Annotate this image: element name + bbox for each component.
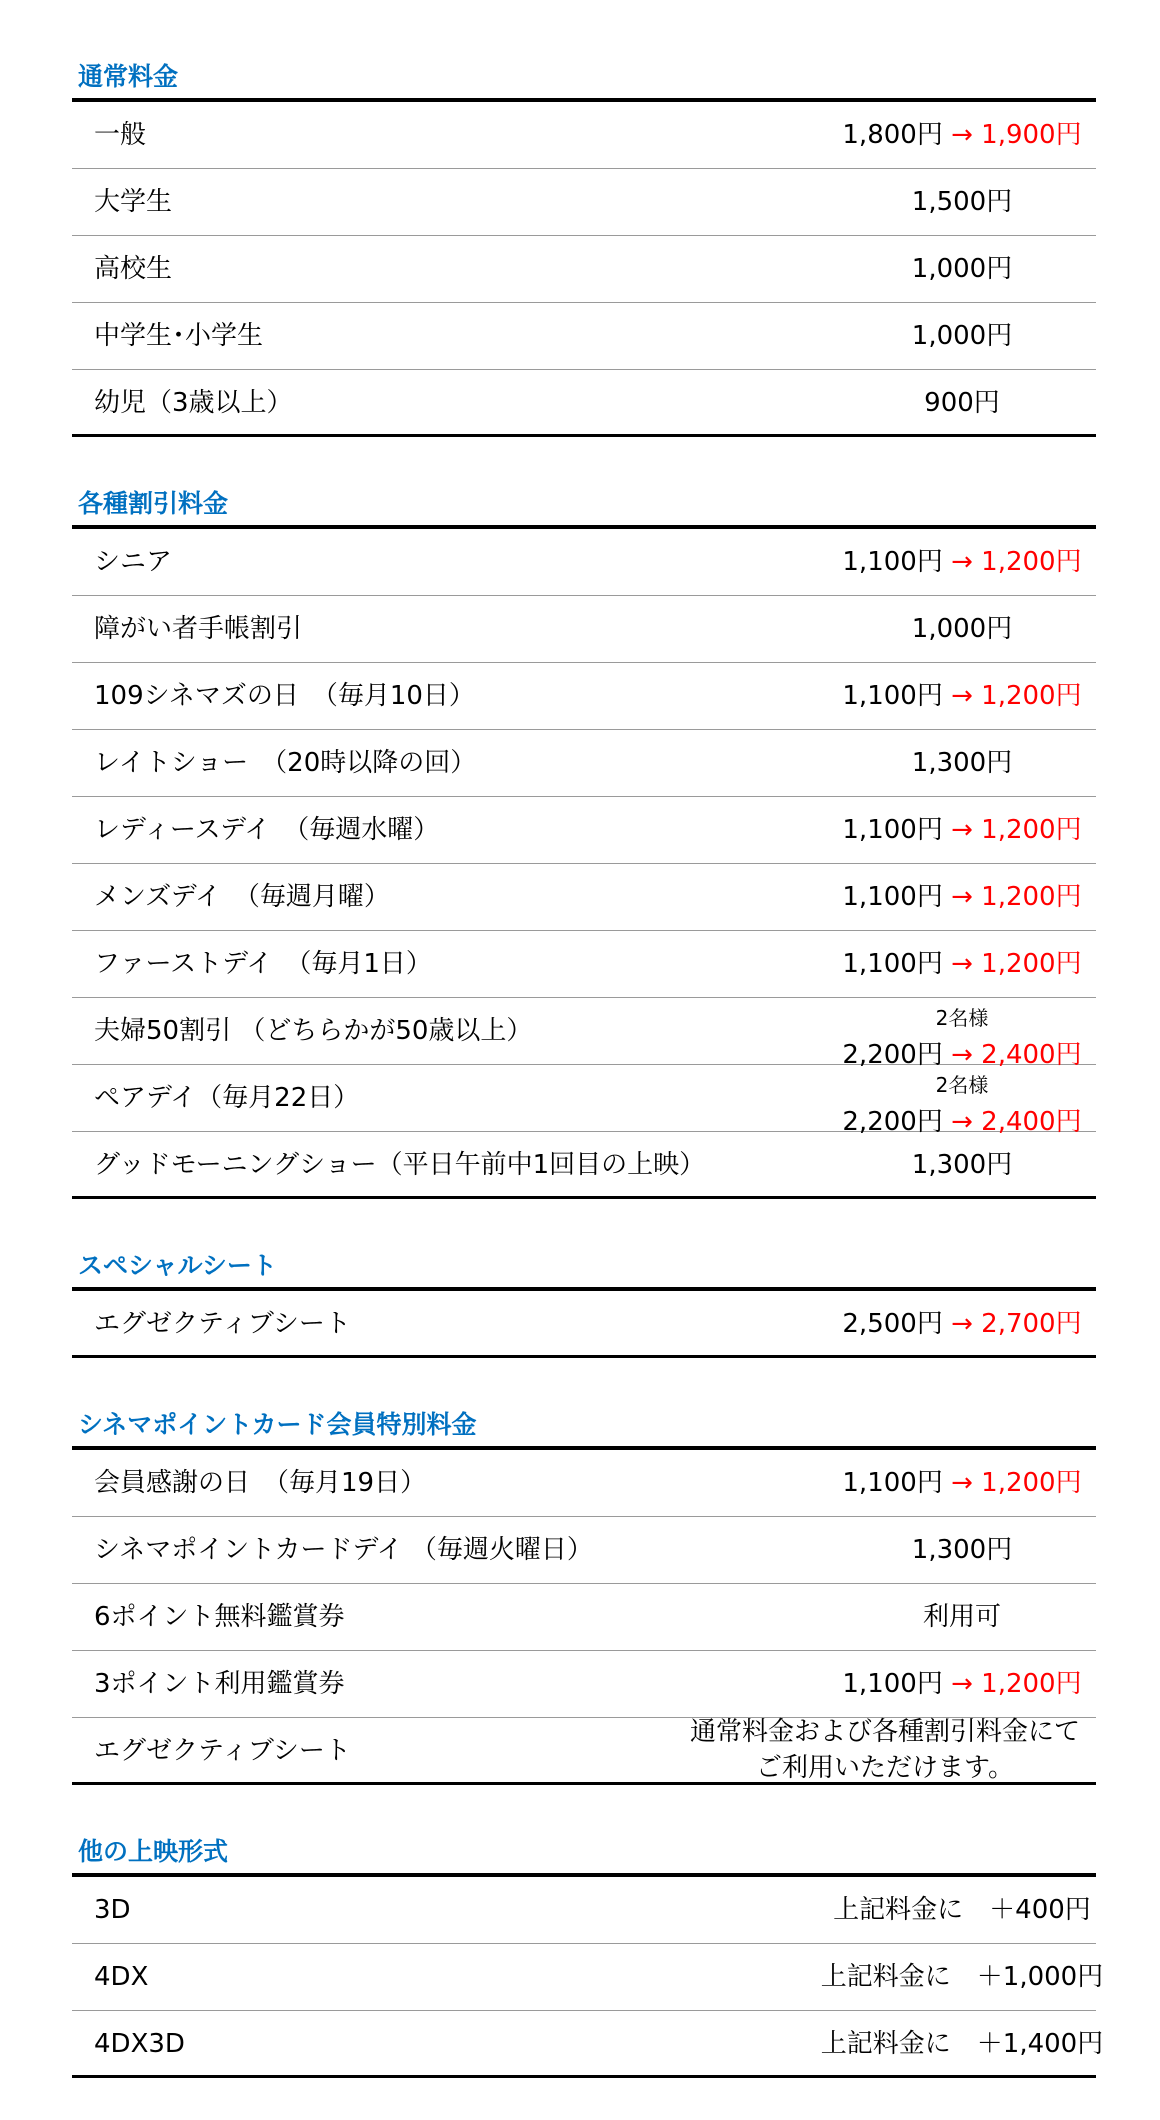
- row-price: 上記料金に ＋400円: [833, 1895, 1091, 1925]
- row-price: [662, 931, 1160, 997]
- row-label: シネマポイントカードデイ （毎週火曜日）: [94, 1535, 593, 1565]
- row-price: 上記料金に ＋1,000円: [820, 1962, 1104, 1992]
- table-row: [72, 102, 1096, 169]
- price-arrow: →: [942, 1669, 982, 1699]
- row-label: レイトショー （20時以降の回）: [94, 748, 477, 778]
- row-price: [662, 1651, 1160, 1717]
- row-note: 通常料金および各種割引料金にてご利用いただけます。: [689, 1717, 1080, 1783]
- price-arrow: →: [942, 949, 982, 979]
- table-row: [72, 1651, 1096, 1718]
- row-price: [662, 1065, 1160, 1137]
- table-row: [72, 303, 1096, 370]
- row-price: 1,000円: [911, 614, 1013, 644]
- table-row: [72, 797, 1096, 864]
- row-price: [662, 529, 1160, 595]
- old-price: 2,200円: [842, 1040, 943, 1070]
- new-price: 2,400円: [981, 1040, 1082, 1070]
- row-label: エグゼクティブシート: [94, 1736, 351, 1766]
- price-arrow: →: [942, 815, 982, 845]
- row-price: 1,300円: [911, 748, 1013, 778]
- price-arrow: →: [942, 547, 982, 577]
- row-price: 1,000円: [911, 254, 1013, 284]
- old-price: 1,100円: [842, 882, 943, 912]
- section-title: 他の上映形式: [72, 1827, 1096, 1877]
- row-label: レディースデイ （毎週水曜）: [94, 815, 440, 845]
- price-arrow: →: [942, 1309, 982, 1339]
- price-arrow: →: [942, 1040, 982, 1070]
- row-label: 大学生: [94, 187, 173, 217]
- row-label: 109シネマズの日 （毎月10日）: [94, 681, 475, 711]
- table-row: [72, 596, 1096, 663]
- new-price: 1,200円: [981, 949, 1082, 979]
- old-price: 1,100円: [842, 681, 943, 711]
- old-price: 1,100円: [842, 547, 943, 577]
- section-title: スペシャルシート: [72, 1241, 1096, 1291]
- table-row: [72, 931, 1096, 998]
- row-price: [662, 663, 1160, 729]
- row-label: 中学生･小学生: [94, 321, 264, 351]
- row-label: 高校生: [94, 254, 173, 284]
- table-row: [72, 529, 1096, 596]
- row-label: 3D: [94, 1895, 131, 1925]
- section-special-seat: [72, 1241, 1096, 1358]
- row-label: 6ポイント無料鑑賞券: [94, 1602, 345, 1632]
- section-regular: [72, 52, 1096, 437]
- row-price: 900円: [924, 388, 1000, 418]
- price-arrow: →: [942, 1107, 982, 1137]
- row-price: 1,300円: [911, 1535, 1013, 1565]
- pair-note: 2名様: [935, 1073, 989, 1097]
- old-price: 1,100円: [842, 1468, 943, 1498]
- table-row: [72, 1450, 1096, 1517]
- new-price: 1,200円: [981, 1468, 1082, 1498]
- table-row: [72, 236, 1096, 303]
- table-row: [72, 663, 1096, 730]
- row-label: 3ポイント利用鑑賞券: [94, 1669, 345, 1699]
- table-row: [72, 1877, 1096, 1944]
- section-other-formats: [72, 1827, 1104, 2078]
- table-row: [72, 1944, 1104, 2011]
- table-row: [72, 864, 1096, 931]
- new-price: 1,900円: [981, 120, 1082, 150]
- row-price: [662, 998, 1160, 1070]
- row-label: 会員感謝の日 （毎月19日）: [94, 1468, 427, 1498]
- section-point-card: [72, 1400, 1096, 1785]
- row-price: 1,000円: [911, 321, 1013, 351]
- row-label: グッドモーニングショー（平日午前中1回目の上映）: [94, 1150, 706, 1180]
- section-title: 通常料金: [72, 52, 1096, 102]
- old-price: 2,500円: [842, 1309, 943, 1339]
- row-label: ファーストデイ （毎月1日）: [94, 949, 432, 979]
- new-price: 1,200円: [981, 882, 1082, 912]
- row-label: 幼児（3歳以上）: [94, 388, 293, 418]
- new-price: 2,400円: [981, 1107, 1082, 1137]
- new-price: 2,700円: [981, 1309, 1082, 1339]
- row-label: メンズデイ （毎週月曜）: [94, 882, 390, 912]
- old-price: 1,100円: [842, 815, 943, 845]
- row-label: 4DX3D: [94, 2029, 185, 2059]
- table-row: [72, 169, 1096, 236]
- new-price: 1,200円: [981, 815, 1082, 845]
- section-title: 各種割引料金: [72, 479, 1096, 529]
- row-label: エグゼクティブシート: [94, 1309, 351, 1339]
- new-price: 1,200円: [981, 681, 1082, 711]
- row-label: 障がい者手帳割引: [94, 614, 303, 644]
- row-price: [662, 1450, 1160, 1516]
- row-label: ペアデイ（毎月22日）: [94, 1083, 360, 1113]
- section-title: シネマポイントカード会員特別料金: [72, 1400, 1096, 1450]
- row-label: 4DX: [94, 1962, 149, 1992]
- row-price: [662, 797, 1160, 863]
- row-label: 夫婦50割引 （どちらかが50歳以上）: [94, 1016, 533, 1046]
- price-arrow: →: [942, 120, 982, 150]
- table-row: [72, 730, 1096, 797]
- row-price: 利用可: [922, 1602, 1001, 1632]
- old-price: 1,100円: [842, 1669, 943, 1699]
- row-price: 1,500円: [911, 187, 1013, 217]
- table-row: [72, 1291, 1096, 1358]
- new-price: 1,200円: [981, 547, 1082, 577]
- section-discounts: [72, 479, 1096, 1199]
- pair-note: 2名様: [935, 1006, 989, 1030]
- table-row: [72, 1584, 1096, 1651]
- price-arrow: →: [942, 882, 982, 912]
- table-row: [72, 1718, 1096, 1785]
- table-row: [72, 1132, 1096, 1199]
- row-price: [662, 1291, 1160, 1357]
- row-label: 一般: [94, 120, 147, 150]
- table-row: [72, 1065, 1096, 1137]
- new-price: 1,200円: [981, 1669, 1082, 1699]
- old-price: 2,200円: [842, 1107, 943, 1137]
- table-row: [72, 370, 1096, 437]
- old-price: 1,800円: [842, 120, 943, 150]
- price-arrow: →: [942, 1468, 982, 1498]
- price-arrow: →: [942, 681, 982, 711]
- table-row: [72, 2011, 1104, 2078]
- row-label: シニア: [94, 547, 173, 577]
- table-row: [72, 1517, 1096, 1584]
- price-list: [72, 52, 1104, 2078]
- row-price: [662, 102, 1160, 168]
- row-price: 1,300円: [911, 1150, 1013, 1180]
- row-price: [662, 864, 1160, 930]
- table-row: [72, 998, 1096, 1070]
- old-price: 1,100円: [842, 949, 943, 979]
- row-price: 上記料金に ＋1,400円: [820, 2029, 1104, 2059]
